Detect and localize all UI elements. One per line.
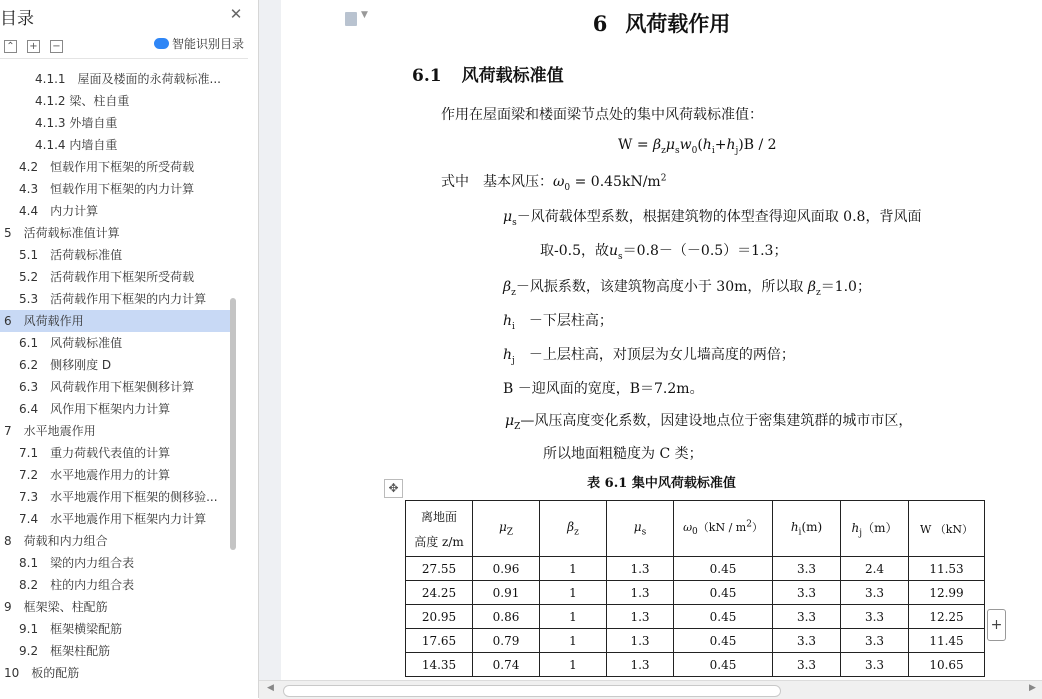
table-cell: 0.74 bbox=[473, 653, 540, 677]
mus-description: $\mu_s-$风荷载体型系数，根据建筑物的体型查得迎风面取 0.8，背风面 bbox=[503, 209, 922, 228]
toc-item[interactable]: 6.2 侧移刚度 D bbox=[19, 358, 112, 372]
table-cell: 1.3 bbox=[607, 653, 674, 677]
heading-2-number: 6.1 bbox=[412, 66, 442, 86]
close-icon[interactable]: ✕ bbox=[229, 5, 243, 23]
toc-item[interactable]: 6.1 风荷载标准值 bbox=[19, 336, 123, 350]
sidebar-title: 目录 bbox=[0, 9, 34, 29]
table-cell: 0.91 bbox=[473, 581, 540, 605]
toc-item[interactable]: 4.1.3 外墙自重 bbox=[35, 116, 118, 130]
table-cell: 3.3 bbox=[773, 629, 841, 653]
toc-item[interactable]: 8.2 柱的内力组合表 bbox=[19, 578, 135, 592]
table-cell: 0.79 bbox=[473, 629, 540, 653]
table-cell: 1 bbox=[540, 557, 607, 581]
col-hi: $h_i(m)$ bbox=[773, 501, 841, 557]
table-cell: 0.96 bbox=[473, 557, 540, 581]
toc-item[interactable]: 5.2 活荷载作用下框架所受荷载 bbox=[19, 270, 195, 284]
table-cell: 17.65 bbox=[406, 629, 473, 653]
table-cell: 20.95 bbox=[406, 605, 473, 629]
col-muz: $\mu_Z$ bbox=[473, 501, 540, 557]
mus-description-2: 取-0.5，故$u_s=0.8-(-0.5)=1.3$； bbox=[540, 243, 788, 262]
col-height-line1: 离地面 bbox=[420, 509, 457, 524]
table-header-row bbox=[406, 501, 985, 557]
smart-toc-button[interactable] bbox=[154, 35, 244, 52]
wind-load-table bbox=[405, 500, 985, 677]
table-cell: 12.99 bbox=[909, 581, 985, 605]
table-cell: 24.25 bbox=[406, 581, 473, 605]
document-page bbox=[281, 0, 1042, 680]
table-cell: 3.3 bbox=[841, 653, 909, 677]
mus-desc-text-2: 取-0.5，故 bbox=[540, 243, 609, 259]
collapse-all-icon[interactable]: ⌃ bbox=[4, 40, 17, 53]
toc-item[interactable]: 7.2 水平地震作用力的计算 bbox=[19, 468, 171, 482]
betaz-value: ＝1.0； bbox=[820, 279, 871, 295]
b-description: B －迎风面的宽度，B＝7.2m。 bbox=[503, 381, 704, 397]
heading-2 bbox=[412, 61, 564, 86]
main-formula: $W = \beta_z\mu_sw_0(h_i+h_j)B / 2$ bbox=[618, 137, 777, 156]
toc-item[interactable]: 4.3 恒载作用下框架的内力计算 bbox=[19, 182, 195, 196]
table-cell: 0.45 bbox=[674, 653, 773, 677]
page-gutter bbox=[259, 0, 281, 680]
toc-item[interactable]: 4.2 恒载作用下框架的所受荷载 bbox=[19, 160, 195, 174]
sidebar-scrollbar[interactable] bbox=[230, 298, 236, 550]
betaz-description: $\beta_z-$风振系数，该建筑物高度小于 30m，所以取 $\beta_z=1.0$； bbox=[503, 279, 871, 298]
toc-item[interactable]: 8 荷载和内力组合 bbox=[4, 534, 108, 548]
table-cell: 27.55 bbox=[406, 557, 473, 581]
hj-description: $h_j$ －上层柱高，对顶层为女儿墙高度的两倍； bbox=[503, 347, 795, 366]
col-height-line2: 高度 z/m bbox=[414, 534, 464, 549]
col-w: W （kN） bbox=[909, 501, 985, 557]
table-cell: 0.45 bbox=[674, 557, 773, 581]
table-cell: 1 bbox=[540, 629, 607, 653]
toc-item[interactable]: 4.4 内力计算 bbox=[19, 204, 99, 218]
table-cell: 0.45 bbox=[674, 629, 773, 653]
toc-item[interactable]: 7.4 水平地震作用下框架内力计算 bbox=[19, 512, 207, 526]
table-cell: 1 bbox=[540, 605, 607, 629]
smart-toc-label: 智能识别目录 bbox=[172, 37, 245, 51]
add-column-button[interactable]: + bbox=[987, 609, 1006, 641]
table-cell: 1 bbox=[540, 581, 607, 605]
table-body bbox=[406, 557, 985, 677]
toc-item[interactable]: 4.1.2 梁、柱自重 bbox=[35, 94, 130, 108]
toc-item[interactable]: 7.3 水平地震作用下框架的侧移验... bbox=[19, 490, 218, 504]
table-row bbox=[406, 557, 985, 581]
table-row bbox=[406, 581, 985, 605]
horizontal-scrollbar[interactable] bbox=[259, 680, 1042, 699]
toc-sidebar bbox=[0, 0, 259, 698]
table-cell: 0.86 bbox=[473, 605, 540, 629]
base-pressure-label: 基本风压： bbox=[483, 174, 553, 190]
scroll-right-icon[interactable]: ▶ bbox=[1029, 683, 1036, 693]
toc-item[interactable]: 5.3 活荷载作用下框架的内力计算 bbox=[19, 292, 207, 306]
table-cell: 1.3 bbox=[607, 557, 674, 581]
toc-list bbox=[0, 68, 230, 684]
toc-item[interactable]: 5.1 活荷载标准值 bbox=[19, 248, 123, 262]
table-cell: 3.3 bbox=[841, 605, 909, 629]
collapse-icon[interactable]: − bbox=[50, 40, 63, 53]
sidebar-toolbar bbox=[4, 36, 73, 50]
table-cell: 2.4 bbox=[841, 557, 909, 581]
muz-desc-text: —风压高度变化系数，因建设地点位于密集建筑群的城市市区， bbox=[520, 413, 913, 429]
toc-item[interactable]: 9 框架梁、柱配筋 bbox=[4, 600, 108, 614]
heading-1-title: 风荷载作用 bbox=[625, 11, 731, 36]
table-cell: 3.3 bbox=[841, 581, 909, 605]
scroll-left-icon[interactable]: ◀ bbox=[267, 683, 274, 693]
table-cell: 11.45 bbox=[909, 629, 985, 653]
horizontal-scroll-thumb[interactable] bbox=[283, 685, 781, 697]
col-height bbox=[406, 501, 473, 557]
table-cell: 11.53 bbox=[909, 557, 985, 581]
toc-item[interactable]: 6 风荷载作用 bbox=[0, 310, 230, 332]
toc-item[interactable]: 4.1.1 屋面及楼面的永荷载标准... bbox=[35, 72, 221, 86]
sidebar-divider bbox=[0, 58, 248, 59]
toc-item[interactable]: 5 活荷载标准值计算 bbox=[4, 226, 120, 240]
table-row bbox=[406, 605, 985, 629]
intro-paragraph: 作用在屋面梁和楼面梁节点处的集中风荷载标准值： bbox=[441, 107, 763, 123]
table-cell: 3.3 bbox=[841, 629, 909, 653]
table-cell: 14.35 bbox=[406, 653, 473, 677]
toc-item[interactable]: 4.1.4 内墙自重 bbox=[35, 138, 118, 152]
table-cell: 3.3 bbox=[773, 581, 841, 605]
where-line: 式中 基本风压：$\omega_0 = 0.45kN/m^2$ bbox=[441, 173, 667, 193]
heading-2-title: 风荷载标准值 bbox=[461, 66, 564, 86]
toc-item[interactable]: 9.2 框架柱配筋 bbox=[19, 644, 111, 658]
heading-1-number: 6 bbox=[592, 11, 608, 36]
toc-item[interactable]: 7 水平地震作用 bbox=[4, 424, 96, 438]
table-cell: 0.45 bbox=[674, 581, 773, 605]
table-row bbox=[406, 629, 985, 653]
mus-desc-text: －风荷载体型系数，根据建筑物的体型查得迎风面取 0.8，背风面 bbox=[516, 209, 922, 225]
col-hj: $h_j(m)$ bbox=[841, 501, 909, 557]
table-cell: 1.3 bbox=[607, 629, 674, 653]
hi-desc-text: －下层柱高； bbox=[528, 313, 613, 329]
table-cell: 1.3 bbox=[607, 605, 674, 629]
toc-item[interactable]: 6.3 风荷载作用下框架侧移计算 bbox=[19, 380, 195, 394]
toc-item[interactable]: 10 板的配筋 bbox=[4, 666, 80, 680]
table-cell: 0.45 bbox=[674, 605, 773, 629]
chevron-down-icon[interactable]: ▼ bbox=[361, 10, 368, 20]
mus-desc-text-3: ＝0.8－（－0.5）＝1.3； bbox=[622, 243, 788, 259]
muz-description: $\mu_Z—$风压高度变化系数，因建设地点位于密集建筑群的城市市区， bbox=[505, 413, 913, 432]
table-row bbox=[406, 653, 985, 677]
col-betaz: $\beta_z$ bbox=[540, 501, 607, 557]
expand-icon[interactable]: + bbox=[27, 40, 40, 53]
table-cell: 3.3 bbox=[773, 605, 841, 629]
table-cell: 12.25 bbox=[909, 605, 985, 629]
table-cell: 3.3 bbox=[773, 557, 841, 581]
col-mus: $\mu_s$ bbox=[607, 501, 674, 557]
hi-description: $h_i$ －下层柱高； bbox=[503, 313, 613, 332]
table-cell: 1.3 bbox=[607, 581, 674, 605]
muz-description-2: 所以地面粗糙度为 C 类； bbox=[543, 446, 703, 462]
table-cell: 10.65 bbox=[909, 653, 985, 677]
table-move-handle-icon[interactable]: ✥ bbox=[384, 479, 403, 498]
table-cell: 1 bbox=[540, 653, 607, 677]
heading-1 bbox=[281, 8, 1042, 38]
table-cell: 3.3 bbox=[773, 653, 841, 677]
col-w0: $\omega_0(kN / m^2)$ bbox=[674, 501, 773, 557]
table-caption: 表 6.1 集中风荷载标准值 bbox=[587, 476, 736, 491]
cloud-ai-icon bbox=[154, 38, 169, 49]
toc-item[interactable]: 6.4 风作用下框架内力计算 bbox=[19, 402, 171, 416]
toc-item[interactable]: 7.1 重力荷载代表值的计算 bbox=[19, 446, 171, 460]
toc-item[interactable]: 9.1 框架横梁配筋 bbox=[19, 622, 123, 636]
toc-item[interactable]: 8.1 梁的内力组合表 bbox=[19, 556, 135, 570]
where-prefix: 式中 bbox=[441, 174, 469, 190]
hj-desc-text: －上层柱高，对顶层为女儿墙高度的两倍； bbox=[528, 347, 795, 363]
betaz-desc-text: －风振系数，该建筑物高度小于 30m，所以取 bbox=[515, 279, 804, 295]
